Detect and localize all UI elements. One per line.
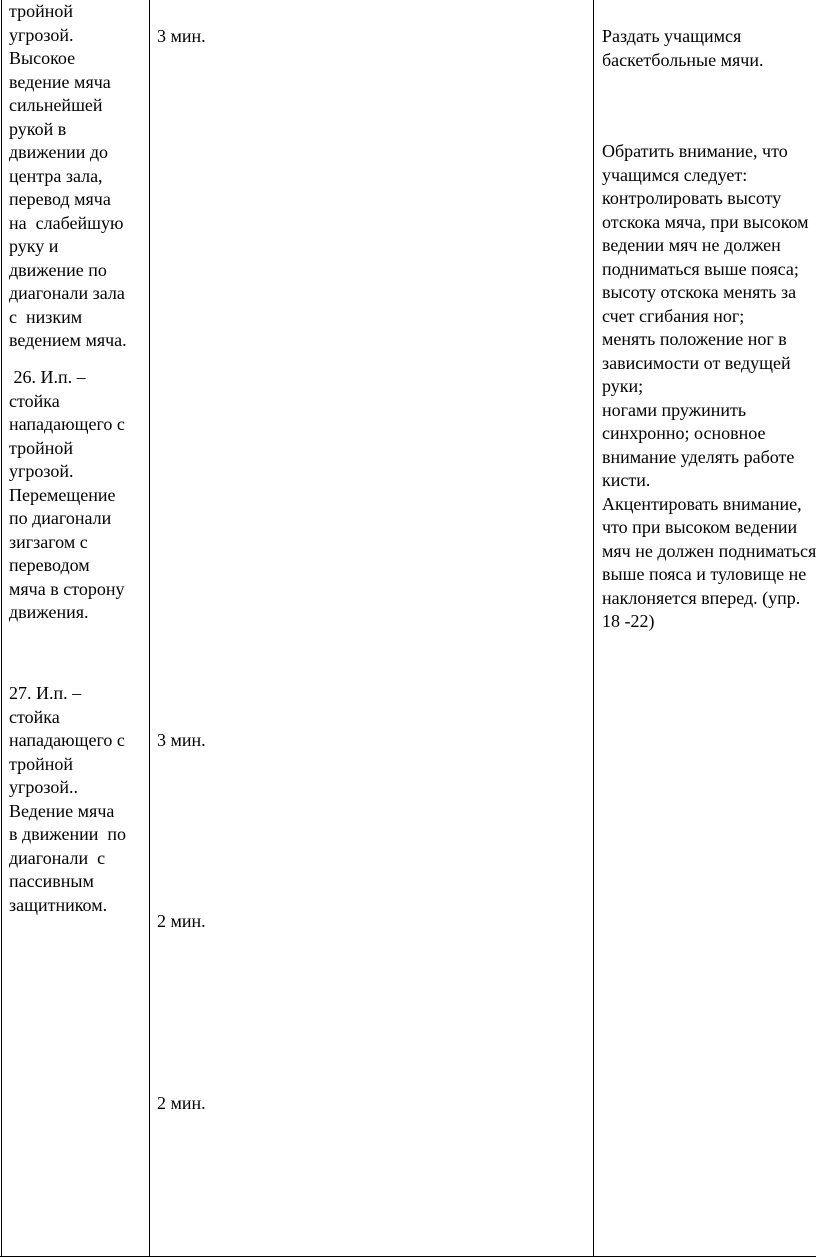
teacher-note-2: Обратить внимание, что учащимся следует: контролировать высоту отскока мяча, при высоком ведении мяч не должен подниматься выше пояса; высоту отскока менять за счет сгибания ног; менять положение ног в зависимости от ведущей руки; ногами пружинить синхронно; основное внимание уделять работе кисти. Акцентировать внимание, что при высоком ведении мяч не должен подниматься выше пояса и туловище не наклоняется вперед. (упр. 18 -22) (602, 141, 816, 631)
exercise-text-block-2: 26. И.п. – стойка нападающего с тройной угрозой. Перемещение по диагонали зигзагом с переводом мяча в сторону движения. (9, 367, 125, 622)
exercise-text-block-3: 27. И.п. – стойка нападающего с тройной угрозой.. Ведение мяча в движении по диагонали с пассивным защитником. (9, 683, 127, 915)
duration-2: 3 мин. (157, 730, 206, 750)
teacher-note-1: Раздать учащимся баскетбольные мячи. (602, 26, 764, 70)
duration-3: 2 мин. (157, 911, 206, 931)
exercise-text-block-1: тройной угрозой. Высокое ведение мяча сильнейшей рукой в движении до центра зала, перевод мяча на слабейшую руку и движение по диагонали зала с низким ведением мяча. (9, 1, 127, 350)
table-border-left (1, 0, 2, 1257)
duration-4: 2 мин. (157, 1093, 206, 1113)
table-border-bottom (0, 1256, 816, 1257)
column-divider-2 (593, 0, 594, 1257)
column-divider-1 (149, 0, 150, 1257)
duration-1: 3 мин. (157, 26, 206, 46)
